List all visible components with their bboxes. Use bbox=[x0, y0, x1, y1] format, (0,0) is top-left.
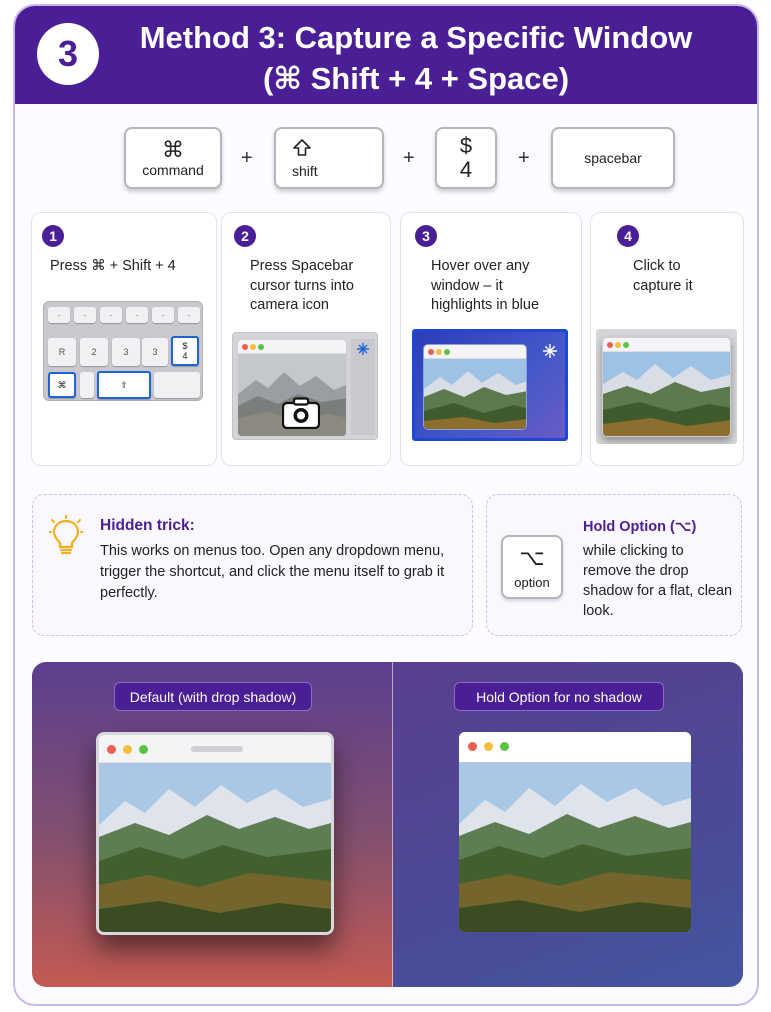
zoom-dot bbox=[444, 349, 450, 355]
window-titlebar bbox=[238, 340, 346, 354]
command-key-label: command bbox=[142, 162, 204, 178]
captured-window-screenshot bbox=[596, 329, 737, 444]
window-without-shadow bbox=[459, 732, 691, 932]
highlighted-window-screenshot bbox=[412, 329, 568, 441]
window-titlebar bbox=[424, 345, 526, 359]
step-line: highlights in blue bbox=[431, 297, 540, 313]
trick-title: Hidden trick: bbox=[100, 517, 195, 534]
step-number: 3 bbox=[415, 225, 437, 247]
dollar-symbol: $ bbox=[182, 341, 188, 351]
step-text bbox=[250, 257, 354, 316]
close-dot bbox=[468, 742, 477, 751]
spacebar-key bbox=[551, 127, 675, 189]
step-line: capture it bbox=[633, 277, 693, 294]
keyboard-key: R bbox=[48, 338, 76, 366]
zoom-dot bbox=[500, 742, 509, 751]
trick-body: This works on menus too. Open any dropdown menu, trigger the shortcut, and click the menu itself to grab it perfectly. bbox=[100, 543, 445, 601]
window-titlebar bbox=[99, 735, 331, 763]
option-tip-body: while clicking to remove the drop shadow for a flat, clean look. bbox=[583, 543, 733, 619]
keyboard-key: · bbox=[48, 307, 70, 323]
shift-key-label: shift bbox=[292, 162, 318, 179]
close-dot bbox=[107, 745, 116, 754]
keyboard-key: · bbox=[178, 307, 200, 323]
step-line: Press ⌘ + Shift + 4 bbox=[50, 258, 176, 274]
command-icon: ⌘ bbox=[162, 137, 184, 162]
close-dot bbox=[242, 344, 248, 350]
hidden-trick-panel bbox=[32, 494, 473, 636]
close-dot bbox=[607, 342, 613, 348]
step-line: Press Spacebar bbox=[250, 258, 354, 274]
option-icon: ⌥ bbox=[519, 544, 545, 570]
option-key-label: option bbox=[514, 574, 550, 590]
zoom-dot bbox=[139, 745, 148, 754]
minimize-dot bbox=[484, 742, 493, 751]
plus-sign: + bbox=[403, 147, 415, 169]
minimize-dot bbox=[250, 344, 256, 350]
infographic-card bbox=[13, 4, 759, 1006]
keyboard-key: 3 bbox=[142, 338, 168, 366]
four-label: 4 bbox=[459, 157, 473, 182]
window-thumbnail bbox=[602, 337, 731, 437]
camera-icon bbox=[282, 397, 320, 429]
dollar-symbol: $ bbox=[459, 133, 473, 158]
shadow-comparison bbox=[32, 662, 743, 987]
plus-sign: + bbox=[241, 147, 253, 169]
window-titlebar bbox=[603, 338, 730, 352]
step-text bbox=[431, 257, 539, 316]
zoom-dot bbox=[258, 344, 264, 350]
page-title: Method 3: Capture a Specific Window bbox=[139, 20, 693, 55]
minimize-dot bbox=[615, 342, 621, 348]
keyboard-key: · bbox=[152, 307, 174, 323]
keyboard-key: · bbox=[126, 307, 148, 323]
keyboard-key bbox=[154, 372, 200, 398]
step-number: 4 bbox=[617, 225, 639, 247]
mountain-photo bbox=[99, 763, 331, 932]
highlighted-shift-key: ⇧ bbox=[97, 371, 151, 399]
four-key bbox=[435, 127, 497, 189]
option-key bbox=[501, 535, 563, 599]
zoom-dot bbox=[623, 342, 629, 348]
highlighted-four-key bbox=[171, 336, 199, 366]
default-shadow-label: Default (with drop shadow) bbox=[114, 682, 312, 711]
step-number: 2 bbox=[234, 225, 256, 247]
comparison-divider bbox=[392, 662, 393, 987]
step-line: Click to bbox=[633, 258, 681, 274]
keyboard-key: 2 bbox=[80, 338, 108, 366]
step-number: 1 bbox=[42, 225, 64, 247]
window-with-shadow bbox=[96, 732, 334, 935]
keyboard-key bbox=[80, 372, 94, 398]
page-subtitle: (⌘ Shift + 4 + Space) bbox=[262, 61, 570, 96]
step-text bbox=[50, 257, 176, 277]
mountain-photo bbox=[424, 359, 527, 430]
mountain-photo bbox=[603, 352, 731, 437]
window-thumbnail bbox=[423, 344, 527, 430]
highlighted-command-key: ⌘ bbox=[48, 372, 76, 398]
address-bar bbox=[191, 746, 243, 752]
spacebar-key-label: spacebar bbox=[584, 150, 642, 166]
option-tip-panel bbox=[486, 494, 742, 636]
no-shadow-label: Hold Option for no shadow bbox=[454, 682, 664, 711]
step-line: Hover over any bbox=[431, 258, 530, 274]
plus-sign: + bbox=[518, 147, 530, 169]
snowflake-icon bbox=[357, 343, 369, 355]
window-titlebar bbox=[459, 732, 691, 760]
keyboard-illustration bbox=[43, 301, 203, 401]
keyboard-key: · bbox=[100, 307, 122, 323]
step-line: window – it bbox=[431, 277, 503, 294]
lightbulb-icon bbox=[49, 515, 83, 557]
step-text bbox=[633, 257, 693, 296]
keyboard-key: 3 bbox=[112, 338, 140, 366]
close-dot bbox=[428, 349, 434, 355]
step-line: cursor turns into bbox=[250, 277, 354, 294]
mountain-photo bbox=[459, 762, 691, 932]
shift-key bbox=[274, 127, 384, 189]
keyboard-key: · bbox=[74, 307, 96, 323]
step-line: camera icon bbox=[250, 297, 329, 313]
command-key bbox=[124, 127, 222, 189]
camera-cursor-screenshot bbox=[232, 332, 378, 440]
minimize-dot bbox=[123, 745, 132, 754]
method-number-badge: 3 bbox=[37, 23, 99, 85]
header-banner bbox=[15, 6, 757, 104]
snowflake-icon bbox=[543, 344, 557, 358]
minimize-dot bbox=[436, 349, 442, 355]
option-tip-title: Hold Option (⌥) bbox=[583, 519, 697, 535]
four-label: 4 bbox=[182, 351, 188, 361]
shift-icon bbox=[292, 138, 312, 163]
